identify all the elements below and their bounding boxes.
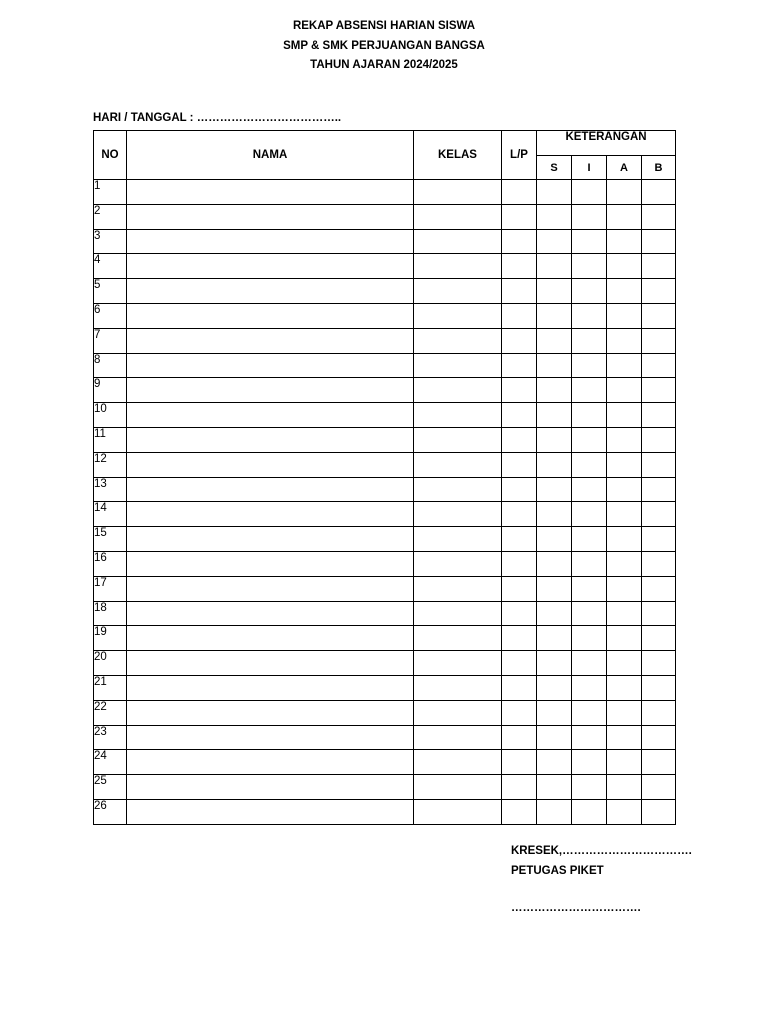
kelas-cell [414,651,502,676]
b-cell [642,328,676,353]
row-number: 15 [94,527,127,552]
nama-cell [127,799,414,824]
b-cell [642,775,676,800]
row-number: 19 [94,626,127,651]
nama-cell [127,527,414,552]
table-row [94,626,676,651]
lp-cell [502,651,537,676]
b-cell [642,204,676,229]
i-cell [572,799,607,824]
header-nama: NAMA [127,131,414,180]
b-cell [642,180,676,205]
table-row [94,576,676,601]
lp-cell [502,204,537,229]
b-cell [642,750,676,775]
kelas-cell [414,626,502,651]
nama-cell [127,502,414,527]
lp-cell [502,427,537,452]
a-cell [607,750,642,775]
kelas-cell [414,527,502,552]
i-cell [572,279,607,304]
lp-cell [502,551,537,576]
b-cell [642,229,676,254]
lp-cell [502,576,537,601]
lp-cell [502,279,537,304]
row-number: 16 [94,551,127,576]
date-line: HARI / TANGGAL : ……………………………….. [93,112,342,124]
table-row [94,180,676,205]
lp-cell [502,353,537,378]
i-cell [572,626,607,651]
i-cell [572,353,607,378]
document-header [0,17,768,76]
row-number: 11 [94,427,127,452]
lp-cell [502,775,537,800]
nama-cell [127,452,414,477]
nama-cell [127,204,414,229]
b-cell [642,576,676,601]
row-number: 9 [94,378,127,403]
nama-cell [127,378,414,403]
b-cell [642,799,676,824]
header-school-year: TAHUN AJARAN 2024/2025 [310,59,458,71]
s-cell [537,254,572,279]
a-cell [607,651,642,676]
a-cell [607,204,642,229]
table-row [94,651,676,676]
nama-cell [127,229,414,254]
kelas-cell [414,551,502,576]
lp-cell [502,378,537,403]
attendance-table [93,130,676,825]
header-kelas: KELAS [414,131,502,180]
a-cell [607,378,642,403]
s-cell [537,527,572,552]
nama-cell [127,180,414,205]
row-number: 10 [94,403,127,428]
header-i: I [572,156,607,180]
table-row [94,229,676,254]
row-number: 7 [94,328,127,353]
b-cell [642,675,676,700]
table-row [94,254,676,279]
kelas-cell [414,576,502,601]
table-row [94,775,676,800]
row-number: 25 [94,775,127,800]
kelas-cell [414,427,502,452]
nama-cell [127,576,414,601]
a-cell [607,254,642,279]
kelas-cell [414,229,502,254]
i-cell [572,601,607,626]
row-number: 6 [94,303,127,328]
nama-cell [127,279,414,304]
lp-cell [502,254,537,279]
row-number: 21 [94,675,127,700]
nama-cell [127,626,414,651]
kelas-cell [414,675,502,700]
b-cell [642,378,676,403]
i-cell [572,725,607,750]
lp-cell [502,303,537,328]
row-number: 1 [94,180,127,205]
nama-cell [127,675,414,700]
kelas-cell [414,700,502,725]
a-cell [607,403,642,428]
header-lp: L/P [502,131,537,180]
s-cell [537,675,572,700]
table-row [94,204,676,229]
b-cell [642,502,676,527]
signature-line: ……………………………. [511,902,641,914]
b-cell [642,477,676,502]
a-cell [607,477,642,502]
table-row [94,799,676,824]
row-number: 23 [94,725,127,750]
i-cell [572,576,607,601]
lp-cell [502,180,537,205]
header-a: A [607,156,642,180]
b-cell [642,651,676,676]
i-cell [572,651,607,676]
s-cell [537,700,572,725]
a-cell [607,601,642,626]
attendance-rows [94,180,676,825]
lp-cell [502,601,537,626]
kelas-cell [414,725,502,750]
i-cell [572,750,607,775]
s-cell [537,303,572,328]
a-cell [607,427,642,452]
s-cell [537,204,572,229]
row-number: 12 [94,452,127,477]
lp-cell [502,725,537,750]
kelas-cell [414,750,502,775]
row-number: 22 [94,700,127,725]
lp-cell [502,452,537,477]
i-cell [572,675,607,700]
table-row [94,551,676,576]
header-b: B [642,156,676,180]
i-cell [572,303,607,328]
header-title: REKAP ABSENSI HARIAN SISWA [292,20,476,32]
i-cell [572,775,607,800]
kelas-cell [414,353,502,378]
i-cell [572,328,607,353]
s-cell [537,502,572,527]
i-cell [572,452,607,477]
table-row [94,477,676,502]
lp-cell [502,799,537,824]
row-number: 20 [94,651,127,676]
table-row [94,750,676,775]
i-cell [572,378,607,403]
s-cell [537,378,572,403]
kelas-cell [414,328,502,353]
table-row [94,403,676,428]
kelas-cell [414,775,502,800]
row-number: 13 [94,477,127,502]
b-cell [642,527,676,552]
kelas-cell [414,502,502,527]
kelas-cell [414,279,502,304]
table-row [94,427,676,452]
a-cell [607,551,642,576]
table-row [94,675,676,700]
row-number: 17 [94,576,127,601]
i-cell [572,700,607,725]
s-cell [537,427,572,452]
kelas-cell [414,403,502,428]
i-cell [572,427,607,452]
s-cell [537,576,572,601]
i-cell [572,477,607,502]
s-cell [537,750,572,775]
table-row [94,378,676,403]
nama-cell [127,700,414,725]
b-cell [642,551,676,576]
header-no: NO [94,131,127,180]
s-cell [537,229,572,254]
lp-cell [502,750,537,775]
s-cell [537,799,572,824]
s-cell [537,775,572,800]
nama-cell [127,403,414,428]
kelas-cell [414,452,502,477]
table-row [94,452,676,477]
s-cell [537,551,572,576]
lp-cell [502,626,537,651]
nama-cell [127,353,414,378]
kelas-cell [414,180,502,205]
i-cell [572,254,607,279]
lp-cell [502,502,537,527]
kelas-cell [414,254,502,279]
row-number: 18 [94,601,127,626]
header-school: SMP & SMK PERJUANGAN BANGSA [283,39,485,52]
a-cell [607,775,642,800]
table-row [94,502,676,527]
i-cell [572,180,607,205]
nama-cell [127,254,414,279]
b-cell [642,403,676,428]
a-cell [607,527,642,552]
s-cell [537,651,572,676]
header-keterangan: KETERANGAN [537,131,676,156]
nama-cell [127,601,414,626]
table-row [94,601,676,626]
nama-cell [127,477,414,502]
i-cell [572,502,607,527]
a-cell [607,328,642,353]
b-cell [642,452,676,477]
s-cell [537,477,572,502]
s-cell [537,601,572,626]
lp-cell [502,700,537,725]
b-cell [642,279,676,304]
i-cell [572,229,607,254]
i-cell [572,527,607,552]
nama-cell [127,427,414,452]
row-number: 2 [94,204,127,229]
header-s: S [537,156,572,180]
nama-cell [127,303,414,328]
row-number: 14 [94,502,127,527]
i-cell [572,204,607,229]
b-cell [642,254,676,279]
lp-cell [502,229,537,254]
nama-cell [127,725,414,750]
a-cell [607,675,642,700]
table-row [94,725,676,750]
nama-cell [127,651,414,676]
b-cell [642,725,676,750]
b-cell [642,427,676,452]
s-cell [537,180,572,205]
b-cell [642,353,676,378]
b-cell [642,303,676,328]
a-cell [607,725,642,750]
nama-cell [127,775,414,800]
nama-cell [127,328,414,353]
table-row [94,700,676,725]
kelas-cell [414,303,502,328]
table-row [94,527,676,552]
lp-cell [502,675,537,700]
s-cell [537,626,572,651]
s-cell [537,403,572,428]
row-number: 5 [94,279,127,304]
row-number: 24 [94,750,127,775]
a-cell [607,353,642,378]
i-cell [572,551,607,576]
kelas-cell [414,204,502,229]
lp-cell [502,328,537,353]
lp-cell [502,403,537,428]
s-cell [537,725,572,750]
a-cell [607,303,642,328]
nama-cell [127,551,414,576]
a-cell [607,576,642,601]
a-cell [607,502,642,527]
s-cell [537,328,572,353]
b-cell [642,601,676,626]
row-number: 26 [94,799,127,824]
a-cell [607,799,642,824]
row-number: 8 [94,353,127,378]
a-cell [607,279,642,304]
s-cell [537,353,572,378]
table-row [94,328,676,353]
a-cell [607,229,642,254]
table-row [94,279,676,304]
b-cell [642,626,676,651]
kelas-cell [414,799,502,824]
a-cell [607,452,642,477]
b-cell [642,700,676,725]
kelas-cell [414,378,502,403]
footer-place-date: KRESEK,……………………………. [511,845,692,857]
lp-cell [502,477,537,502]
footer-block [511,841,692,881]
kelas-cell [414,601,502,626]
s-cell [537,452,572,477]
a-cell [607,700,642,725]
row-number: 3 [94,229,127,254]
table-row [94,353,676,378]
a-cell [607,626,642,651]
kelas-cell [414,477,502,502]
table-row [94,303,676,328]
lp-cell [502,527,537,552]
nama-cell [127,750,414,775]
footer-role: PETUGAS PIKET [511,865,604,877]
s-cell [537,279,572,304]
a-cell [607,180,642,205]
row-number: 4 [94,254,127,279]
i-cell [572,403,607,428]
